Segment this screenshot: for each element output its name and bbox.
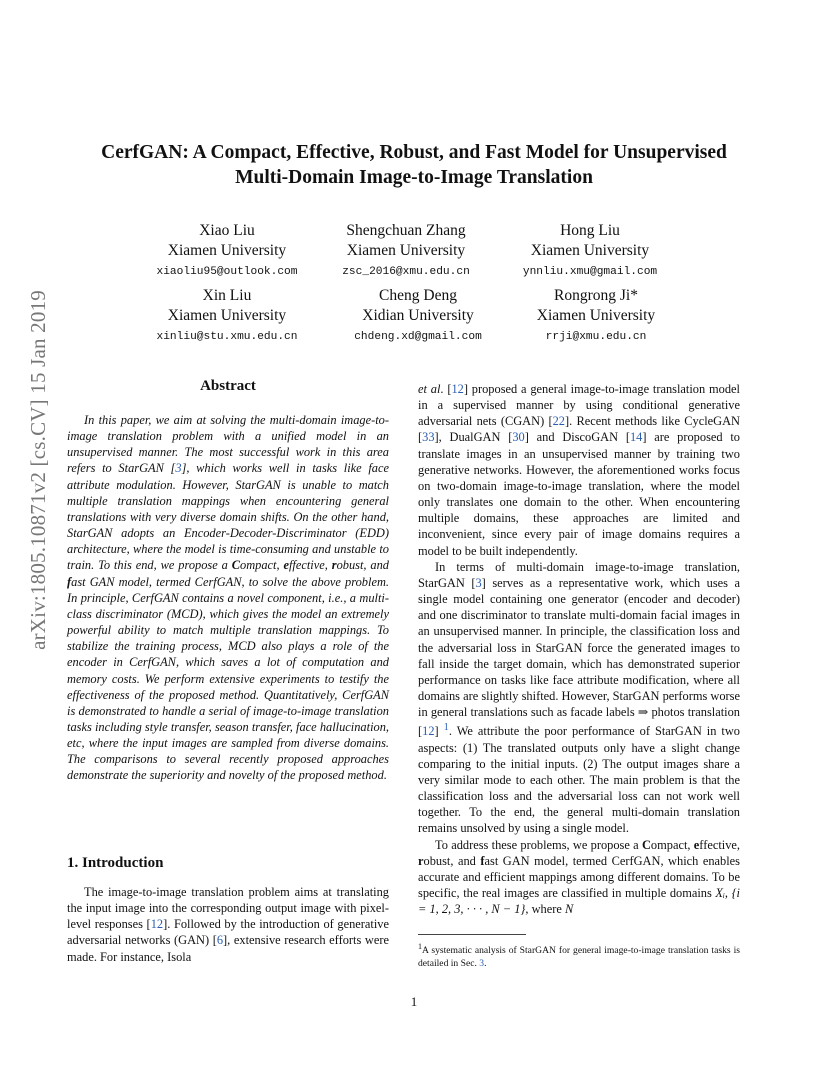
text-span: ] and DiscoGAN [ <box>524 430 630 445</box>
text-span: ]. Recent methods like CycleGAN [ <box>418 414 740 445</box>
text-span: obust, and <box>336 558 389 573</box>
math-expression: Xᵢ, {i = 1, 2, 3, · · · , N − 1} <box>418 885 741 917</box>
arxiv-identifier: arXiv:1805.10871v2 [cs.CV] 15 Jan 2019 <box>26 290 50 650</box>
author-name: Xin Liu <box>202 287 252 304</box>
text-span: ], extensive research efforts were made. For instance, Isola <box>67 933 389 964</box>
right-column <box>418 381 740 917</box>
author-affiliation: Xidian University <box>362 307 474 324</box>
bold-letter: r <box>418 853 424 868</box>
text-span: In this paper, we aim at solving the multi-domain image-to-image translation problem with a unified model in an unsupervised manner. The most successful work in this area refers to StarGAN [ <box>67 413 389 476</box>
abstract-heading: Abstract <box>200 378 256 394</box>
text-span: ast GAN model, termed CerfGAN, which enables accurate and efficient mappings among different domains. To be specific, the real images are classified in multiple domains <box>418 853 740 900</box>
footnote-marker[interactable]: 1 <box>443 722 449 734</box>
author-email[interactable]: ynnliu.xmu@gmail.com <box>522 266 658 278</box>
citation-link[interactable]: 3 <box>175 461 182 476</box>
body-paragraph <box>418 381 740 559</box>
citation-link[interactable]: 33 <box>422 430 435 445</box>
author-name: Rongrong Ji* <box>554 287 638 304</box>
bold-letter: e <box>283 558 289 573</box>
author-email[interactable]: rrji@xmu.edu.cn <box>545 331 647 343</box>
text-span: ffective, <box>699 837 741 852</box>
citation-link[interactable]: 14 <box>629 430 643 445</box>
text-span: . We attribute the poor performance of StarGAN in two aspects: (1) The translated outputs only have a slight change comparing to the initial inputs. (2) The output images share a very similar mode to each other. The main problem is that the classification loss and the adversarial loss can not work well together. To the end, the general multi-domain translation remains unsolved by using a single model. <box>418 724 740 836</box>
text-span: ] <box>434 724 444 739</box>
bold-letter: e <box>693 837 700 852</box>
bold-letter: r <box>331 558 337 573</box>
citation-link[interactable]: 6 <box>216 933 224 948</box>
section-link[interactable]: 3 <box>479 958 485 970</box>
footnote-rule <box>418 934 526 935</box>
author-block <box>496 286 696 345</box>
author-block <box>127 286 327 345</box>
body-paragraph <box>418 837 740 918</box>
text-span: ] are proposed to translate images in an unsupervised manner by training two generative networks. However, the aforementioned works focus on two-domain image-to-image translation, where the model only translates one domain to the other. When encountering multiple domains, these approaches are limited and inconvenient, since every pair of image domains requires a model to be built independently. <box>418 430 740 558</box>
author-name: Xiao Liu <box>199 222 255 239</box>
author-affiliation: Xiamen University <box>167 307 287 324</box>
abstract-body <box>67 412 389 784</box>
author-email[interactable]: zsc_2016@xmu.edu.cn <box>342 266 470 278</box>
text-span: ffective, <box>288 558 332 573</box>
text-span: ompact, <box>650 837 694 852</box>
citation-link[interactable]: 12 <box>422 724 435 739</box>
author-affiliation: Xiamen University <box>346 242 466 259</box>
page-number: 1 <box>410 994 418 1009</box>
author-name: Cheng Deng <box>379 287 457 304</box>
footnote-text: A systematic analysis of StarGAN for general image-to-image translation tasks is detailed in Sec. <box>418 945 740 970</box>
text-span: ], DualGAN [ <box>434 430 513 445</box>
text-span: ] proposed a general image-to-image translation model in a supervised manner by using conditional generative adversarial nets (CGAN) [ <box>418 382 740 429</box>
intro-body <box>67 884 389 965</box>
bold-letter: C <box>231 558 240 573</box>
author-affiliation: Xiamen University <box>167 242 287 259</box>
footnote <box>418 940 740 970</box>
math-variable: N <box>564 902 574 917</box>
author-name: Hong Liu <box>560 222 620 239</box>
text-span: ] serves as a representative work, which uses a single model containing one generator (encoder and decoder) and one discriminator to translate multi-domain facial images in an unsupervised manner. In principle, the classification loss and the adversarial loss in StarGAN force the generated images to fall inside the target domain, which has demonstrated superior performance on tasks like face attribute modification, where all domains are slightly shifted. However, StarGAN performs worse in general translations such as facade labels ⇒ photos translation [ <box>418 575 740 739</box>
author-email[interactable]: xiaoliu95@outlook.com <box>156 266 298 278</box>
text-span: To address these problems, we propose a <box>435 837 642 852</box>
author-block <box>490 221 690 280</box>
abstract-paragraph <box>67 412 389 784</box>
title-line-1: CerfGAN: A Compact, Effective, Robust, and Fast Model for Unsupervised <box>101 142 727 163</box>
author-name: Shengchuan Zhang <box>346 222 466 239</box>
author-affiliation: Xiamen University <box>530 242 650 259</box>
citation-link[interactable]: 30 <box>512 430 525 445</box>
text-span: et al <box>418 382 441 396</box>
text-span: ompact, <box>240 558 284 573</box>
author-block <box>318 286 518 345</box>
footnote-number: 1 <box>418 942 422 951</box>
citation-link[interactable]: 12 <box>150 917 164 932</box>
bold-letter: C <box>641 837 651 852</box>
body-paragraph <box>418 559 740 837</box>
text-span: ], which works well in tasks like face attribute modulation. However, StarGAN is unable to match multiple translation mappings when encountering general translations with very diverse domain shifts. On the other hand, StarGAN adopts an Encoder-Decoder-Discriminator (EDD) architecture, where the model is time-consuming and unstable to train. To this end, we propose a <box>67 461 389 573</box>
intro-paragraph <box>67 884 389 965</box>
citation-link[interactable]: 3 <box>475 575 482 590</box>
bold-letter: f <box>67 574 72 589</box>
author-affiliation: Xiamen University <box>536 307 656 324</box>
text-span: . [ <box>440 382 452 396</box>
footnote-text: . <box>484 958 487 970</box>
paper-title <box>60 140 768 190</box>
text-span: ]. Followed by the introduction of generative adversarial networks (GAN) [ <box>67 917 390 948</box>
section-heading-introduction: 1. Introduction <box>67 855 164 871</box>
bold-letter: f <box>480 853 485 868</box>
citation-link[interactable]: 22 <box>552 414 565 429</box>
author-block <box>306 221 506 280</box>
text-span: In terms of multi-domain image-to-image translation, StarGAN [ <box>418 559 740 590</box>
text-span: , where <box>525 902 565 917</box>
title-line-2: Multi-Domain Image-to-Image Translation <box>235 167 593 188</box>
citation-link[interactable]: 12 <box>451 382 464 396</box>
author-email[interactable]: chdeng.xd@gmail.com <box>354 331 482 343</box>
text-span: obust, and <box>423 853 481 868</box>
author-email[interactable]: xinliu@stu.xmu.edu.cn <box>156 331 298 343</box>
text-span: The image-to-image translation problem aims at translating the input image into the corresponding output image with pixel-level responses [ <box>67 885 389 932</box>
author-block <box>127 221 327 280</box>
text-span: ast GAN model, termed CerfGAN, to solve the above problem. In principle, CerfGAN contains a novel component, i.e., a multi-class discriminator (MCD), which gives the model an extremely powerful ability to match multiple translation mappings. To stabilize the training process, MCD also plays a role of the encoder in CerfGAN, which saves a lot of computation and memory costs. We perform extensive experiments to testify the effectiveness of the proposed method. Quantitatively, CerfGAN is demonstrated to handle a serial of image-to-image translation tasks including style transfer, season transfer, face hallucination, etc, where the input images are sampled from diverse domains. The comparisons to several recently proposed approaches demonstrate the superiority and novelty of the proposed method. <box>67 574 389 783</box>
